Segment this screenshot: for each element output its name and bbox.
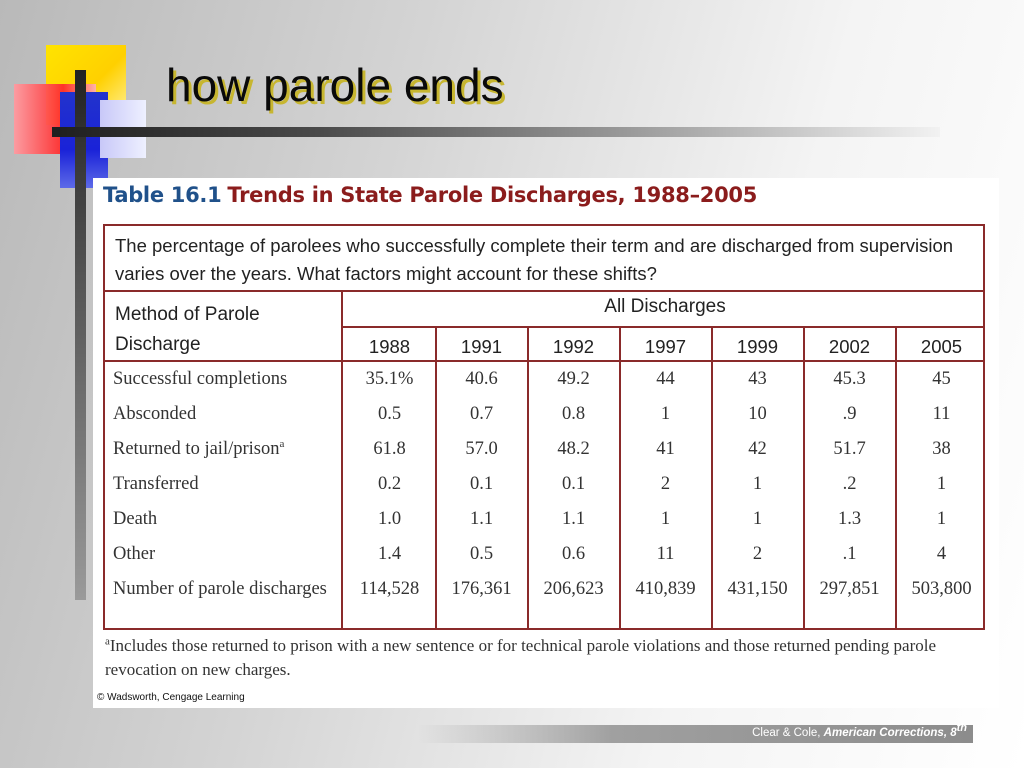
table-cell: 410,839 (635, 579, 696, 599)
all-discharges-header: All Discharges (604, 296, 726, 317)
intro-divider (105, 290, 983, 292)
footnote-text: Includes those returned to prison with a new sentence or for technical parole violations and those returned pending parole revocation on new charges. (105, 636, 937, 679)
table-image (93, 178, 999, 708)
row-label (113, 506, 341, 533)
row-label-text: Other (113, 544, 156, 564)
table-name: Trends in State Parole Discharges, 1988–2005 (227, 183, 758, 207)
row-label-text: Death (113, 509, 158, 529)
table-cell: 1.1 (469, 509, 494, 529)
decor-vertical-line (75, 70, 86, 600)
table-cell: 43 (748, 369, 767, 389)
table-cell: 0.1 (469, 474, 494, 494)
year-header: 1988 (368, 336, 411, 357)
label-column-divider (341, 292, 343, 630)
table-cell: .1 (842, 544, 857, 564)
table-cell: .9 (842, 404, 857, 424)
footer-authors: Clear & Cole, (752, 727, 821, 739)
footer-citation (752, 722, 967, 739)
table-cell: 1 (660, 509, 671, 529)
footer-book (823, 722, 967, 739)
table-cell: 1 (752, 474, 763, 494)
table-cell: 1.1 (561, 509, 586, 529)
footer-book-title: American Corrections, 8 (823, 727, 957, 739)
row-label-sup: a (279, 437, 285, 450)
table-cell: 297,851 (819, 579, 880, 599)
decor-horizontal-line (52, 127, 940, 137)
row-label (113, 436, 341, 463)
table-cell: 503,800 (911, 579, 972, 599)
group-header-divider (343, 326, 985, 328)
row-label-text: Absconded (113, 404, 197, 424)
table-number: Table 16.1 (103, 183, 222, 207)
table-cell: 176,361 (451, 579, 512, 599)
row-label (113, 471, 341, 498)
row-label (113, 366, 341, 393)
table-cell: 206,623 (543, 579, 604, 599)
year-header: 2002 (828, 336, 871, 357)
table-cell: 0.1 (561, 474, 586, 494)
table-cell: 11 (932, 404, 951, 424)
year-header: 2005 (920, 336, 963, 357)
table-cell: 44 (656, 369, 675, 389)
table-cell: 11 (656, 544, 675, 564)
table-cell: 38 (932, 439, 951, 459)
year-header: 1991 (460, 336, 503, 357)
table-cell: 0.7 (469, 404, 494, 424)
table-cell: 41 (656, 439, 675, 459)
row-label-text: Successful completions (113, 369, 288, 389)
row-label (113, 401, 341, 428)
row-label (113, 541, 341, 568)
table-cell: 57.0 (465, 439, 498, 459)
table-cell: 40.6 (465, 369, 498, 389)
year-header: 1992 (552, 336, 595, 357)
table-cell: 0.5 (469, 544, 494, 564)
table-cell: 48.2 (557, 439, 590, 459)
table-cell: 1.3 (837, 509, 862, 529)
table-cell: 0.6 (561, 544, 586, 564)
table-cell: 61.8 (373, 439, 406, 459)
table-cell: 35.1% (365, 369, 414, 389)
table-cell: 114,528 (359, 579, 420, 599)
copyright-note: © Wadsworth, Cengage Learning (97, 692, 245, 703)
table-footnote (105, 634, 995, 682)
table-cell: 42 (748, 439, 767, 459)
row-label (113, 576, 341, 603)
table-cell: 10 (748, 404, 767, 424)
table-cell: 2 (752, 544, 763, 564)
table-frame (103, 224, 985, 630)
table-cell: .2 (842, 474, 857, 494)
table-cell: 4 (936, 544, 947, 564)
footer-edition-sup: th (956, 722, 967, 735)
table-cell: 2 (660, 474, 671, 494)
year-header: 1999 (736, 336, 779, 357)
table-cell: 1.4 (377, 544, 402, 564)
table-cell: 1 (660, 404, 671, 424)
table-cell: 0.8 (561, 404, 586, 424)
table-cell: 1 (936, 509, 947, 529)
table-intro: The percentage of parolees who successfully complete their term and are discharged from supervision varies over the years. What factors might account for these shifts? (115, 235, 954, 284)
table-cell: 49.2 (557, 369, 590, 389)
footer-bar (418, 722, 973, 743)
table-cell: 45 (932, 369, 951, 389)
header-divider (105, 360, 983, 362)
table-cell: 0.2 (377, 474, 402, 494)
method-header: Method of Parole Discharge (115, 304, 260, 355)
table-heading (103, 183, 757, 207)
table-cell: 51.7 (833, 439, 866, 459)
row-label-text: Returned to jail/prison (113, 439, 280, 459)
row-label-text: Number of parole discharges (113, 579, 327, 599)
table-cell: 1 (752, 509, 763, 529)
slide-title: how parole ends (166, 59, 504, 111)
row-label-text: Transferred (113, 474, 199, 494)
table-cell: 1 (936, 474, 947, 494)
table-cell: 431,150 (727, 579, 788, 599)
table-cell: 0.5 (377, 404, 402, 424)
year-header: 1997 (644, 336, 687, 357)
footnote-marker: a (105, 635, 110, 648)
table-cell: 1.0 (377, 509, 402, 529)
table-cell: 45.3 (833, 369, 866, 389)
